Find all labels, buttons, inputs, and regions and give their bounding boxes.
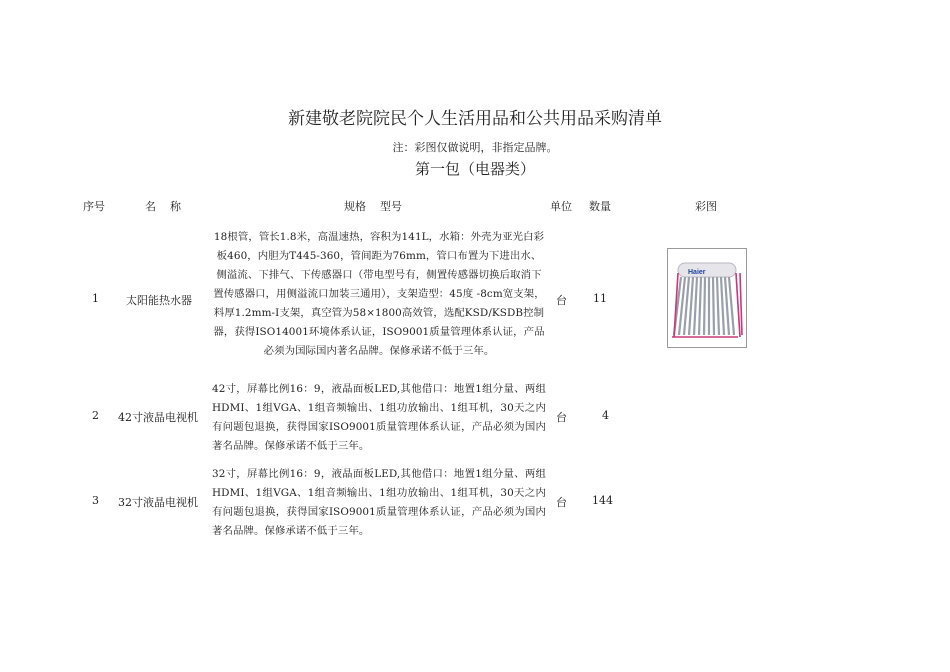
header-qty: 数量: [589, 200, 611, 213]
row-unit: 台: [556, 294, 567, 307]
row-name: 太阳能热水器: [126, 294, 192, 307]
row-no: 3: [92, 494, 99, 507]
header-image: 彩图: [695, 200, 717, 213]
header-unit: 单位: [550, 200, 572, 213]
row-qty: 4: [602, 409, 609, 422]
row-spec: 18根管，管长1.8米，高温速热，容积为141L，水箱：外壳为亚光白彩板460，内胆为T445-360，管间距为76mm，管口布置为下进出水、侧溢流、下排气、下传感器口（带电型号有，侧置传感器切换后取消下置传感器口，用侧溢流口加装三通用），支架造型：45度 -8cm宽支架，料厚1.2mm-Ⅰ支架，真空管为58×1800高效管，选配KSD/KSDB控制器，获得ISO14001环境体系认证，ISO9001质量管理体系认证，产品必须为国际国内著名品牌。保修承诺不低于三年。: [213, 231, 545, 357]
row-qty: 144: [592, 494, 613, 507]
page-title: 新建敬老院院民个人生活用品和公共用品采购清单: [288, 109, 662, 129]
row-no: 2: [92, 409, 99, 422]
row-unit: 台: [556, 496, 567, 509]
row-qty: 11: [593, 292, 607, 305]
brand-logo: Haier: [688, 269, 706, 276]
row-no: 1: [92, 292, 99, 305]
package-title: 第一包（电器类）: [414, 160, 535, 178]
header-name: 名 称: [145, 200, 181, 213]
row-spec: 32寸，屏幕比例16：9，液晶面板LED,其他借口：地置1组分量、两组HDMI、1组VGA、1组音频输出、1组功放输出、1组耳机，30天之内有问题包退换，获得国家ISO9001质量管理体系认证，产品必须为国内著名品牌。保修承诺不低于三年。: [212, 468, 546, 537]
row-name: 32寸液晶电视机: [118, 496, 198, 509]
row-name: 42寸液晶电视机: [118, 411, 198, 424]
solar-water-heater-photo: [667, 248, 747, 348]
header-no: 序号: [83, 200, 105, 213]
row-spec: 42寸，屏幕比例16：9，液晶面板LED,其他借口：地置1组分量、两组HDMI、1组VGA、1组音频输出、1组功放输出、1组耳机，30天之内有问题包退换，获得国家ISO9001质量管理体系认证，产品必须为国内著名品牌。保修承诺不低于三年。: [212, 383, 546, 452]
header-spec: 规格 型号: [344, 200, 402, 213]
row-unit: 台: [556, 411, 567, 424]
image-note: 注：彩图仅做说明，非指定品牌。: [392, 141, 558, 154]
